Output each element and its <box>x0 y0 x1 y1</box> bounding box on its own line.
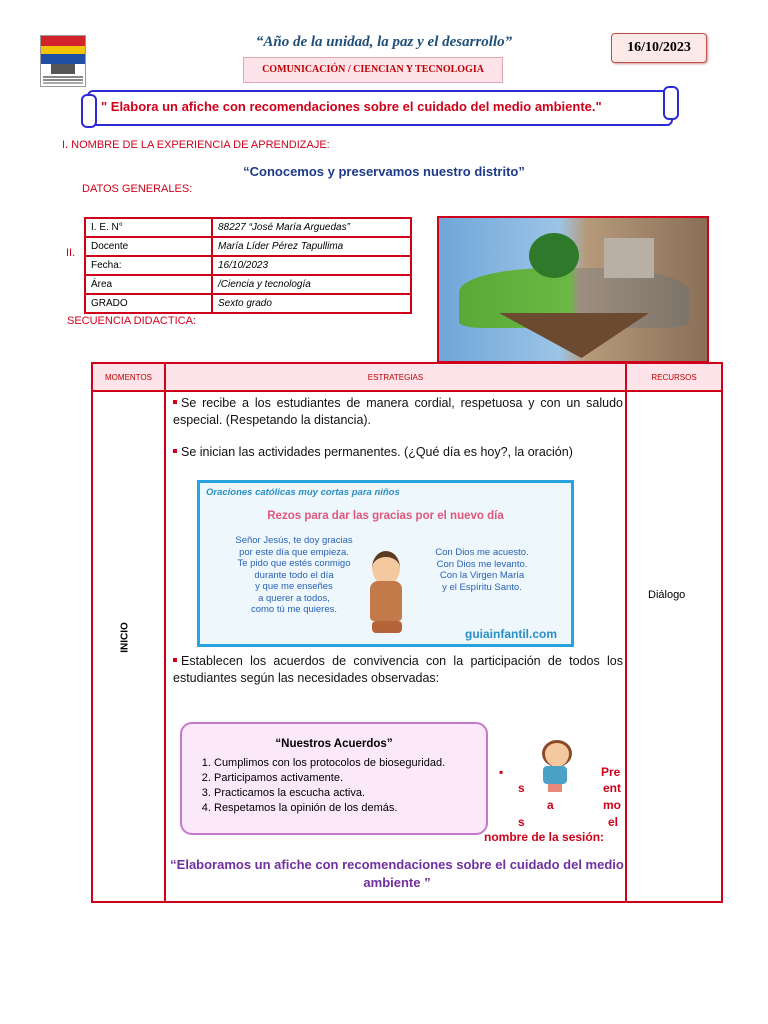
bullet-text: Establecen los acuerdos de convivencia con la participación de todos los estudiantes según las necesidades observadas: <box>173 654 623 685</box>
prayer-heading: Rezos para dar las gracias por el nuevo día <box>267 510 504 522</box>
table-row <box>85 218 411 237</box>
prayer-left-text <box>224 535 364 616</box>
header-momentos: MOMENTOS <box>92 363 165 391</box>
title-banner <box>87 90 673 126</box>
presentation-fragment: el <box>608 815 619 829</box>
agreements-title: “Nuestros Acuerdos” <box>275 738 393 750</box>
presentation-fragment: mo <box>603 798 621 812</box>
prayer-line: Con Dios me acuesto. <box>435 547 529 558</box>
year-motto: “Año de la unidad, la paz y el desarrollo” <box>255 34 513 50</box>
presentation-fragment: Pre <box>601 765 621 779</box>
prayer-top-label: Oraciones católicas muy cortas para niños <box>206 487 400 498</box>
section-2-label: II. <box>66 247 76 259</box>
presentation-fragment: s <box>518 781 525 795</box>
environment-image <box>437 216 709 363</box>
list-item <box>173 395 623 429</box>
experience-title: “Conocemos y preservamos nuestro distrito” <box>243 164 525 179</box>
bullet-text: Se inician las actividades permanentes. (¿Qué día es hoy?, la oración) <box>181 445 573 459</box>
prayer-site: guiainfantil.com <box>465 627 558 641</box>
session-name: “Elaboramos un afiche con recomendaciones sobre el cuidado del medio ambiente ” <box>170 857 624 890</box>
prayer-line: Con la Virgen María <box>439 570 525 581</box>
praying-child-illustration <box>366 551 406 636</box>
agreements-box <box>180 722 488 835</box>
resource-cell <box>626 391 722 902</box>
moment-label: INICIO <box>119 622 131 653</box>
datos-generales-label: DATOS GENERALES: <box>82 183 193 195</box>
data-key: Docente <box>85 237 212 256</box>
prayer-line: a querer a todos, <box>258 592 330 604</box>
bullet-text: Se recibe a los estudiantes de manera cordial, respetuosa y con un saludo especial. (Respetando la distancia). <box>173 396 623 427</box>
bullet-icon <box>173 449 177 453</box>
table-header-row <box>92 363 722 391</box>
header-recursos: RECURSOS <box>626 363 722 391</box>
presentation-fragment: a <box>547 798 554 812</box>
bullet-icon <box>173 658 177 662</box>
presentation-fragment: ent <box>603 781 621 795</box>
table-row <box>85 294 411 313</box>
prayer-card <box>197 480 574 647</box>
data-key: I. E. N° <box>85 218 212 237</box>
data-key: GRADO <box>85 294 212 313</box>
data-value: Sexto grado <box>212 294 411 313</box>
data-value: /Ciencia y tecnología <box>212 275 411 294</box>
prayer-right-text <box>422 547 542 593</box>
general-data-table <box>84 217 412 314</box>
presentation-fragment: s <box>518 815 525 829</box>
prayer-line: y que me enseñes <box>255 581 333 592</box>
table-row <box>85 256 411 275</box>
agreement-item: 3. Practicamos la escucha activa. <box>214 786 445 801</box>
table-row <box>85 237 411 256</box>
data-value: 88227 “José María Arguedas” <box>212 218 411 237</box>
list-item <box>173 653 623 687</box>
agreement-item: 1. Cumplimos con los protocolos de bioseguridad. <box>214 756 445 771</box>
banner-text: " Elabora un afiche con recomendaciones sobre el cuidado del medio ambiente." <box>101 99 602 114</box>
list-item <box>173 444 623 461</box>
agreements-list <box>194 756 445 816</box>
header-estrategias: ESTRATEGIAS <box>165 363 626 391</box>
section-1-label: I. NOMBRE DE LA EXPERIENCIA DE APRENDIZAJE: <box>62 139 330 151</box>
data-key: Área <box>85 275 212 294</box>
session-name-label: nombre de la sesión: <box>484 830 605 844</box>
prayer-line: como tú me quieres. <box>250 604 338 615</box>
agreement-item: 2. Participamos activamente. <box>214 771 445 786</box>
prayer-line: durante todo el día <box>254 569 334 581</box>
area-label: COMUNICACIÓN / CIENCIAN Y TECNOLOGIA <box>243 57 503 83</box>
agreement-item: 4. Respetamos la opinión de los demás. <box>214 801 445 816</box>
date-box: 16/10/2023 <box>611 33 707 63</box>
data-value: 16/10/2023 <box>212 256 411 275</box>
bullet-icon <box>173 400 177 404</box>
data-key: Fecha: <box>85 256 212 275</box>
presentation-bullet: ▪ <box>499 765 504 779</box>
secuencia-label: SECUENCIA DIDACTICA: <box>67 315 196 327</box>
prayer-line: Con Dios me levanto. <box>436 558 528 570</box>
data-value: María Líder Pérez Tapullima <box>212 237 411 256</box>
prayer-line: y el Espíritu Santo. <box>442 581 522 593</box>
prayer-line: Señor Jesús, te doy gracias <box>235 535 353 546</box>
prayer-line: por este día que empieza. <box>239 546 349 558</box>
resource-label: Diálogo <box>648 589 686 601</box>
prayer-line: Te pido que estés conmigo <box>237 558 351 569</box>
table-row <box>85 275 411 294</box>
girl-illustration <box>536 740 574 790</box>
